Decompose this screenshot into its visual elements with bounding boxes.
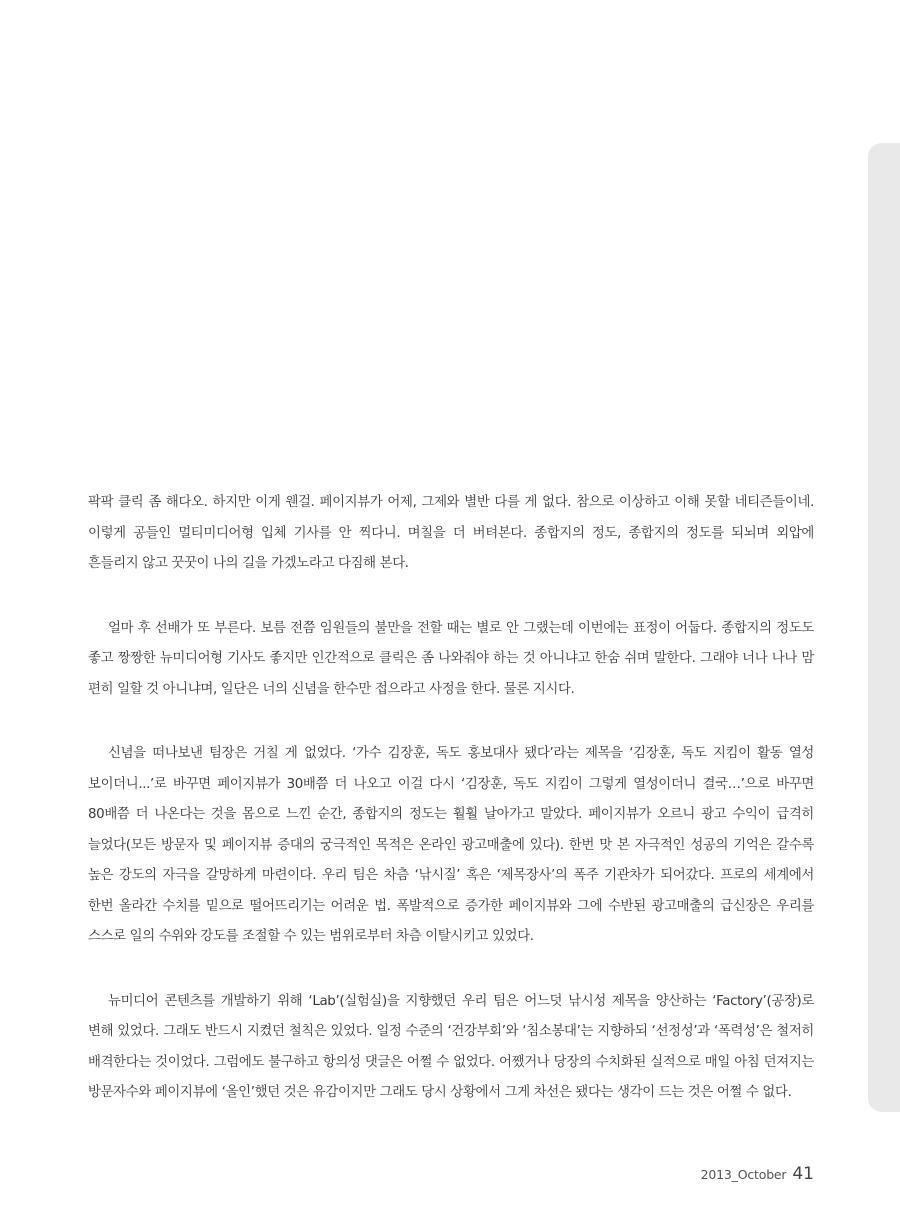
side-tab xyxy=(868,143,900,1112)
page-number: 41 xyxy=(792,1164,814,1184)
article-body xyxy=(88,488,814,1109)
issue-label: 2013_October xyxy=(700,1167,787,1182)
paragraph-3: 신념을 떠나보낸 팀장은 거칠 게 없었다. ‘가수 김장훈, 독도 홍보대사 됐다’라는 제목을 ‘김장훈, 독도 지킴이 활동 열성 보이더니...’로 바꾸면 페이지뷰가 30배쯤 더 나오고 이걸 다시 ‘김장훈, 독도 지킴이 그렇게 열성이더니 결국…’으로 바꾸면 80배쯤 더 나온다는 것을 몸으로 느낀 순간, 종합지의 정도는 훨훨 날아가고 말았다. 페이지뷰가 오르니 광고 수익이 급격히 늘었다(모든 방문자 및 페이지뷰 증대의 궁극적인 목적은 온라인 광고매출에 있다). 한번 맛 본 자극적인 성공의 기억은 갈수록 높은 강도의 자극을 갈망하게 마련이다. 우리 팀은 차츰 ‘낚시질’ 혹은 ‘제목장사’의 폭주 기관차가 되어갔다. 프로의 세계에서 한번 올라간 수치를 밑으로 떨어뜨리기는 어려운 법. 폭발적으로 증가한 페이지뷰와 그에 수반된 광고매출의 급신장은 우리를 스스로 일의 수위와 강도를 조절할 수 있는 범위로부터 차츰 이탈시키고 있었다. xyxy=(88,746,814,944)
page-footer xyxy=(701,1164,814,1184)
paragraph-2: 얼마 후 선배가 또 부른다. 보름 전쯤 임원들의 불만을 전할 때는 별로 안 그랬는데 이번에는 표정이 어둡다. 종합지의 정도도 좋고 짱짱한 뉴미디어형 기사도 좋지만 인간적으로 클릭은 좀 나와줘야 하는 것 아니냐고 한숨 쉬며 말한다. 그래야 너나 나나 맘 편히 일할 것 아니냐며, 일단은 너의 신념을 한수만 접으라고 사정을 한다. 물론 지시다. xyxy=(88,620,814,697)
paragraph-4: 뉴미디어 콘텐츠를 개발하기 위해 ‘Lab’(실험실)을 지향했던 우리 팀은 어느덧 낚시성 제목을 양산하는 ‘Factory’(공장)로 변해 있었다. 그래도 반드시 지켰던 철칙은 있었다. 일정 수준의 ‘건강부회’와 ‘침소봉대’는 지향하되 ‘선정성’과 ‘폭력성’은 철저히 배격한다는 것이었다. 그럼에도 불구하고 항의성 댓글은 어쩔 수 없었다. 어쨌거나 당장의 수치화된 실적으로 매일 아침 던져지는 방문자수와 페이지뷰에 ‘올인’했던 것은 유감이지만 그래도 당시 상황에서 그게 차선은 됐다는 생각이 드는 것은 어쩔 수 없다. xyxy=(88,993,814,1100)
paragraph-1: 팍팍 클릭 좀 해다오. 하지만 이게 웬걸. 페이지뷰가 어제, 그제와 별반 다를 게 없다. 참으로 이상하고 이해 못할 네티즌들이네. 이렇게 공들인 멀티미디어형 입체 기사를 안 찍다니. 며칠을 더 버텨본다. 종합지의 정도, 종합지의 정도를 되뇌며 외압에 흔들리지 않고 꿋꿋이 나의 길을 가겠노라고 다짐해 본다. xyxy=(88,495,814,571)
